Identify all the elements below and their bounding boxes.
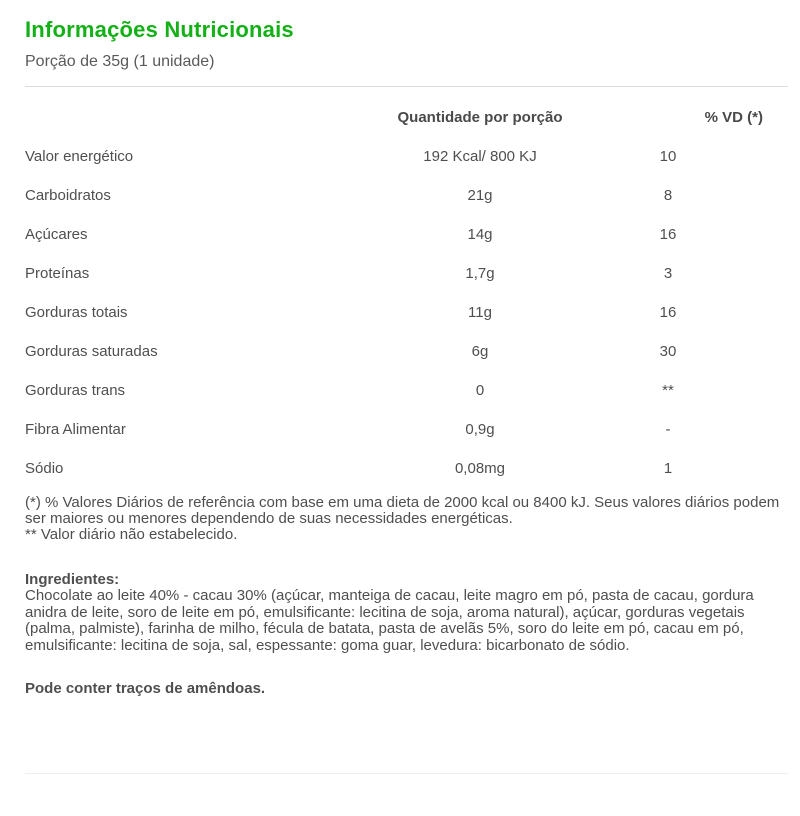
table-row: [25, 371, 788, 410]
nutrient-vd: -: [665, 421, 671, 438]
nutrient-label: Carboidratos: [25, 187, 111, 204]
nutrient-quantity: 0,9g: [465, 421, 495, 438]
nutrient-vd: 10: [659, 148, 677, 165]
nutrition-info-panel: [25, 16, 788, 697]
nutrient-quantity: 14g: [467, 226, 493, 243]
nutrient-quantity: 11g: [468, 304, 492, 321]
nutrient-label: Açúcares: [25, 226, 88, 243]
table-row: [25, 254, 788, 293]
column-header-vd: % VD (*): [704, 109, 763, 126]
not-established-footnote: ** Valor diário não estabelecido.: [25, 526, 238, 543]
nutrition-table: [25, 98, 788, 488]
table-row: [25, 137, 788, 176]
nutrient-vd: 16: [659, 226, 677, 243]
table-row: [25, 449, 788, 488]
nutrient-vd: 30: [659, 343, 677, 360]
page-title: Informações Nutricionais: [25, 17, 294, 42]
top-divider: [25, 86, 788, 87]
allergen-warning: Pode conter traços de amêndoas.: [25, 680, 266, 697]
nutrient-vd: 3: [663, 265, 673, 282]
nutrient-vd: **: [662, 382, 674, 399]
table-header-row: [25, 98, 788, 137]
nutrient-label: Fibra Alimentar: [25, 421, 126, 438]
nutrient-vd: 16: [659, 304, 677, 321]
table-row: [25, 215, 788, 254]
nutrient-label: Sódio: [25, 460, 64, 477]
nutrient-quantity: 192 Kcal/ 800 KJ: [423, 148, 537, 165]
nutrient-label: Proteínas: [25, 265, 90, 282]
nutrient-quantity: 1,7g: [465, 265, 495, 282]
nutrient-label: Gorduras totais: [25, 304, 128, 321]
table-row: [25, 293, 788, 332]
nutrient-quantity: 21g: [467, 187, 493, 204]
bottom-divider: [25, 773, 788, 774]
nutrient-quantity: 0: [475, 382, 485, 399]
ingredients-heading: Ingredientes:: [25, 571, 120, 588]
nutrient-label: Valor energético: [25, 148, 134, 165]
nutrient-quantity: 6g: [471, 343, 489, 360]
nutrient-vd: 8: [663, 187, 673, 204]
nutrient-label: Gorduras trans: [25, 382, 126, 399]
nutrient-quantity: 0,08mg: [454, 460, 506, 477]
ingredients-text: Chocolate ao leite 40% - cacau 30% (açúcar, manteiga de cacau, leite magro em pó, pasta de cacau, gordura anidra de leite, soro de leite em pó, emulsificante: lecitina de soja, aroma natural), açúcar, gorduras vegetais (palma, palmiste), farinha de milho, fécula de batata, pasta de avelãs 5%, soro do leite em pó, cacau em pó, emulsificante: lecitina de soja, sal, espessante: goma guar, levedura: bicarbonato de sódio.: [25, 587, 754, 654]
serving-size: Porção de 35g (1 unidade): [25, 53, 215, 70]
table-row: [25, 332, 788, 371]
table-row: [25, 410, 788, 449]
column-header-quantity: Quantidade por porção: [397, 109, 563, 126]
daily-values-footnote: (*) % Valores Diários de referência com base em uma dieta de 2000 kcal ou 8400 kJ. Seus valores diários podem ser maiores ou menores dependendo de suas necessidades energéticas.: [25, 494, 780, 527]
table-row: [25, 176, 788, 215]
nutrient-label: Gorduras saturadas: [25, 343, 158, 360]
nutrient-vd: 1: [663, 460, 673, 477]
